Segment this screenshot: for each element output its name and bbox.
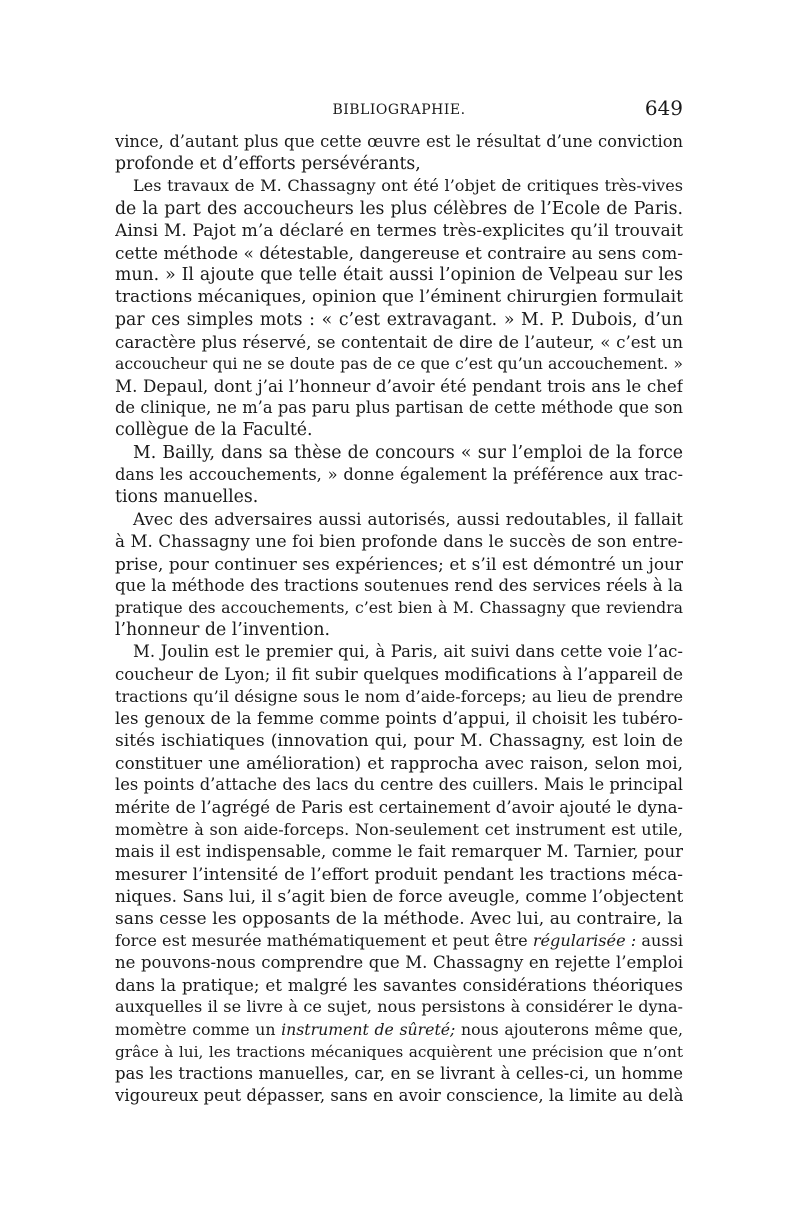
text-line: [115, 597, 683, 619]
line-text: Avec des adversaires aussi autorisés, aussi redoutables, il fallait: [133, 509, 683, 530]
line-text: momètre comme un: [115, 1019, 282, 1039]
line-text: de clinique, ne m’a pas paru plus partisan de cette méthode que son: [115, 398, 683, 418]
line-text: que la méthode des tractions soutenues rend des services réels à la: [115, 575, 683, 595]
line-text: les points d’attache des lacs du centre des cuillers. Mais le principal: [115, 775, 683, 795]
text-line: [115, 686, 683, 708]
text-line: [115, 841, 683, 863]
text-line: [115, 752, 683, 774]
line-text: à M. Chassagny une foi bien profonde dans le succès de son entre-: [115, 531, 683, 552]
line-text: M. Depaul, dont j’ai l’honneur d’avoir été pendant trois ans le chef: [115, 376, 683, 397]
page-number: 649: [644, 96, 683, 120]
line-text: momètre à son aide-forceps. Non-seulement cet instrument est utile,: [115, 819, 683, 839]
line-text: ne pouvons-nous comprendre que M. Chassagny en rejette l’emploi: [115, 952, 683, 972]
line-text: mun. » Il ajoute que telle était aussi l’opinion de Velpeau sur les: [115, 265, 683, 286]
text-line: [115, 397, 683, 419]
text-line: [115, 153, 683, 175]
line-text: tions manuelles.: [115, 487, 259, 507]
text-line: [115, 664, 683, 686]
italic-text: régularisée :: [532, 930, 637, 950]
line-text: de la part des accoucheurs les plus célèbres de l’Ecole de Paris.: [115, 198, 683, 219]
line-text: grâce à lui, les tractions mécaniques acquièrent une précision que n’ont: [115, 1042, 683, 1061]
line-text-continued: aussi: [636, 930, 683, 950]
text-line: [115, 286, 683, 308]
page-header: [115, 96, 683, 126]
line-text: Les travaux de M. Chassagny ont été l’objet de critiques très-vives: [133, 176, 683, 196]
line-text: pas les tractions manuelles, car, en se livrant à celles-ci, un homme: [115, 1063, 683, 1083]
text-line: [115, 575, 683, 597]
line-text: dans les accouchements, » donne également la préférence aux trac-: [115, 464, 683, 484]
line-text: mérite de l’agrégé de Paris est certainement d’avoir ajouté le dyna-: [115, 797, 683, 817]
text-line: [115, 1041, 683, 1063]
text-line: [115, 553, 683, 575]
body-text: [115, 131, 683, 1107]
text-line: [115, 264, 683, 286]
text-line: [115, 242, 683, 264]
text-line: [115, 641, 683, 663]
text-line: [115, 1019, 683, 1041]
line-text: constituer une amélioration) et rapprocha avec raison, selon moi,: [115, 753, 683, 774]
line-text: M. Joulin est le premier qui, à Paris, ait suivi dans cette voie l’ac-: [133, 642, 683, 662]
line-text: M. Bailly, dans sa thèse de concours « sur l’emploi de la force: [133, 442, 683, 463]
line-text: vince, d’autant plus que cette œuvre est le résultat d’une conviction: [115, 132, 683, 151]
line-text: les genoux de la femme comme points d’appui, il choisit les tubéro-: [115, 708, 683, 728]
italic-text: instrument de sûreté;: [281, 1019, 456, 1039]
line-text: force est mesurée mathématiquement et peut être: [115, 930, 533, 950]
line-text-continued: nous ajouterons même que,: [455, 1019, 683, 1039]
text-line: [115, 774, 683, 796]
text-line: [115, 508, 683, 530]
text-line: [115, 375, 683, 397]
line-text: sans cesse les opposants de la méthode. Avec lui, au contraire, la: [115, 908, 683, 929]
text-line: [115, 908, 683, 930]
text-line: [115, 1063, 683, 1085]
line-text: dans la pratique; et malgré les savantes considérations théoriques: [115, 975, 683, 996]
line-text: mesurer l’intensité de l’effort produit pendant les tractions méca-: [115, 864, 683, 885]
text-line: [115, 1085, 683, 1107]
text-line: [115, 220, 683, 242]
text-line: [115, 863, 683, 885]
text-line: [115, 996, 683, 1018]
line-text: prise, pour continuer ses expériences; et s’il est démontré un jour: [115, 553, 683, 574]
text-line: [115, 730, 683, 752]
line-text: coucheur de Lyon; il fit subir quelques modifications à l’appareil de: [115, 664, 683, 684]
line-text: niques. Sans lui, il s’agit bien de force aveugle, comme l’objectent: [115, 886, 683, 907]
text-line: [115, 486, 683, 508]
line-text: profonde et d’efforts persévérants,: [115, 154, 421, 175]
text-line: [115, 708, 683, 730]
text-line: [115, 309, 683, 331]
line-text: mais il est indispensable, comme le fait remarquer M. Tarnier, pour: [115, 842, 683, 861]
text-line: [115, 419, 683, 441]
text-line: [115, 885, 683, 907]
text-line: [115, 619, 683, 641]
text-line: [115, 131, 683, 153]
line-text: auxquelles il se livre à ce sujet, nous persistons à considérer le dyna-: [115, 997, 683, 1017]
text-line: [115, 353, 683, 375]
line-text: par ces simples mots : « c’est extravagant. » M. P. Dubois, d’un: [115, 309, 683, 330]
line-text: tractions mécaniques, opinion que l’éminent chirurgien formulait: [115, 287, 683, 308]
text-line: [115, 442, 683, 464]
line-text: sités ischiatiques (innovation qui, pour M. Chassagny, est loin de: [115, 731, 683, 752]
line-text: caractère plus réservé, se contentait de dire de l’auteur, « c’est un: [115, 331, 683, 352]
text-line: [115, 331, 683, 353]
text-line: [115, 530, 683, 552]
text-line: [115, 464, 683, 486]
text-line: [115, 974, 683, 996]
line-text: tractions qu’il désigne sous le nom d’aide-forceps; au lieu de prendre: [115, 686, 683, 706]
line-text: cette méthode « détestable, dangereuse et contraire au sens com-: [115, 242, 683, 263]
text-line: [115, 819, 683, 841]
line-text: Ainsi M. Pajot m’a déclaré en termes très-explicites qu’il trouvait: [115, 220, 683, 241]
line-text: collègue de la Faculté.: [115, 420, 313, 441]
text-line: [115, 175, 683, 197]
text-line: [115, 797, 683, 819]
text-line: [115, 930, 683, 952]
text-line: [115, 952, 683, 974]
line-text: vigoureux peut dépasser, sans en avoir conscience, la limite au delà: [115, 1086, 683, 1106]
line-text: pratique des accouchements, c’est bien à M. Chassagny que reviendra: [115, 597, 683, 617]
text-line: [115, 198, 683, 220]
running-title: BIBLIOGRAPHIE.: [332, 102, 466, 118]
line-text: accoucheur qui ne se doute pas de ce que c’est qu’un accouchement. »: [115, 353, 683, 373]
line-text: l’honneur de l’invention.: [115, 620, 331, 641]
